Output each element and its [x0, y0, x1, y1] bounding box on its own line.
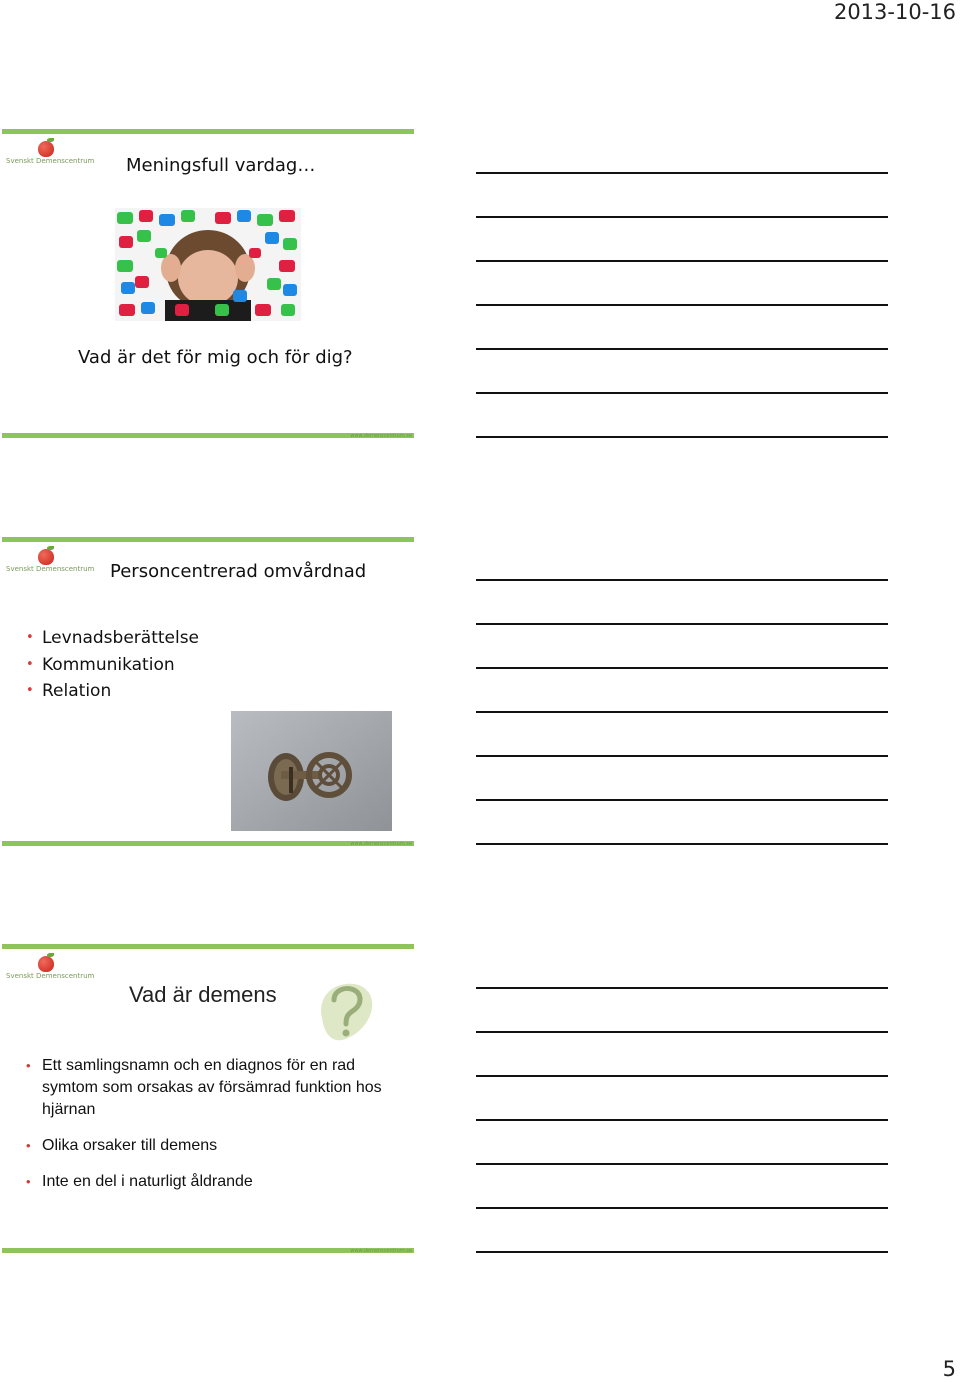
question-mark-icon: [316, 978, 376, 1044]
logo-text: Svenskt Demenscentrum: [6, 565, 95, 573]
logo: [6, 956, 95, 986]
bullet-item: • Relation: [26, 678, 199, 705]
slide-title: Vad är demens: [129, 982, 277, 1007]
slide-title: Meningsfull vardag…: [126, 155, 316, 176]
bullet-item: • Levnadsberättelse: [26, 625, 199, 652]
puzzle-person-photo: [115, 208, 301, 321]
slide-3: [2, 944, 414, 1256]
slide-footer-url: www.demenscentrum.se: [350, 433, 412, 439]
bullet-item: • Olika orsaker till demens: [26, 1135, 386, 1157]
bullet-item: • Kommunikation: [26, 652, 199, 679]
bullet-item: • Inte en del i naturligt åldrande: [26, 1171, 386, 1193]
apple-logo-icon: [38, 549, 54, 565]
slide-2: [2, 537, 414, 849]
slide-1: [2, 129, 414, 441]
bullet-item: • Ett samlingsnamn och en diagnos för en rad symtom som orsakas av försämrad funktion hos hjärnan: [26, 1055, 386, 1121]
bullet-list: [26, 625, 199, 705]
slide-subtitle: Vad är det för mig och för dig?: [78, 347, 353, 368]
slide-top-bar: [2, 129, 414, 134]
page-number: 5: [942, 1357, 956, 1381]
apple-logo-icon: [38, 956, 54, 972]
slide-title: Personcentrerad omvårdnad: [110, 561, 367, 582]
bullet-list: [26, 1055, 386, 1193]
key-in-lock-photo: [231, 711, 392, 831]
logo-text: Svenskt Demenscentrum: [6, 972, 95, 980]
slide-footer-url: www.demenscentrum.se: [350, 1248, 412, 1254]
logo-text: Svenskt Demenscentrum: [6, 157, 95, 165]
slide-top-bar: [2, 944, 414, 949]
logo: [6, 141, 95, 171]
slide-top-bar: [2, 537, 414, 542]
apple-logo-icon: [38, 141, 54, 157]
slide-footer-url: www.demenscentrum.se: [350, 841, 412, 847]
print-date: 2013-10-16: [833, 0, 956, 24]
logo: [6, 549, 95, 579]
